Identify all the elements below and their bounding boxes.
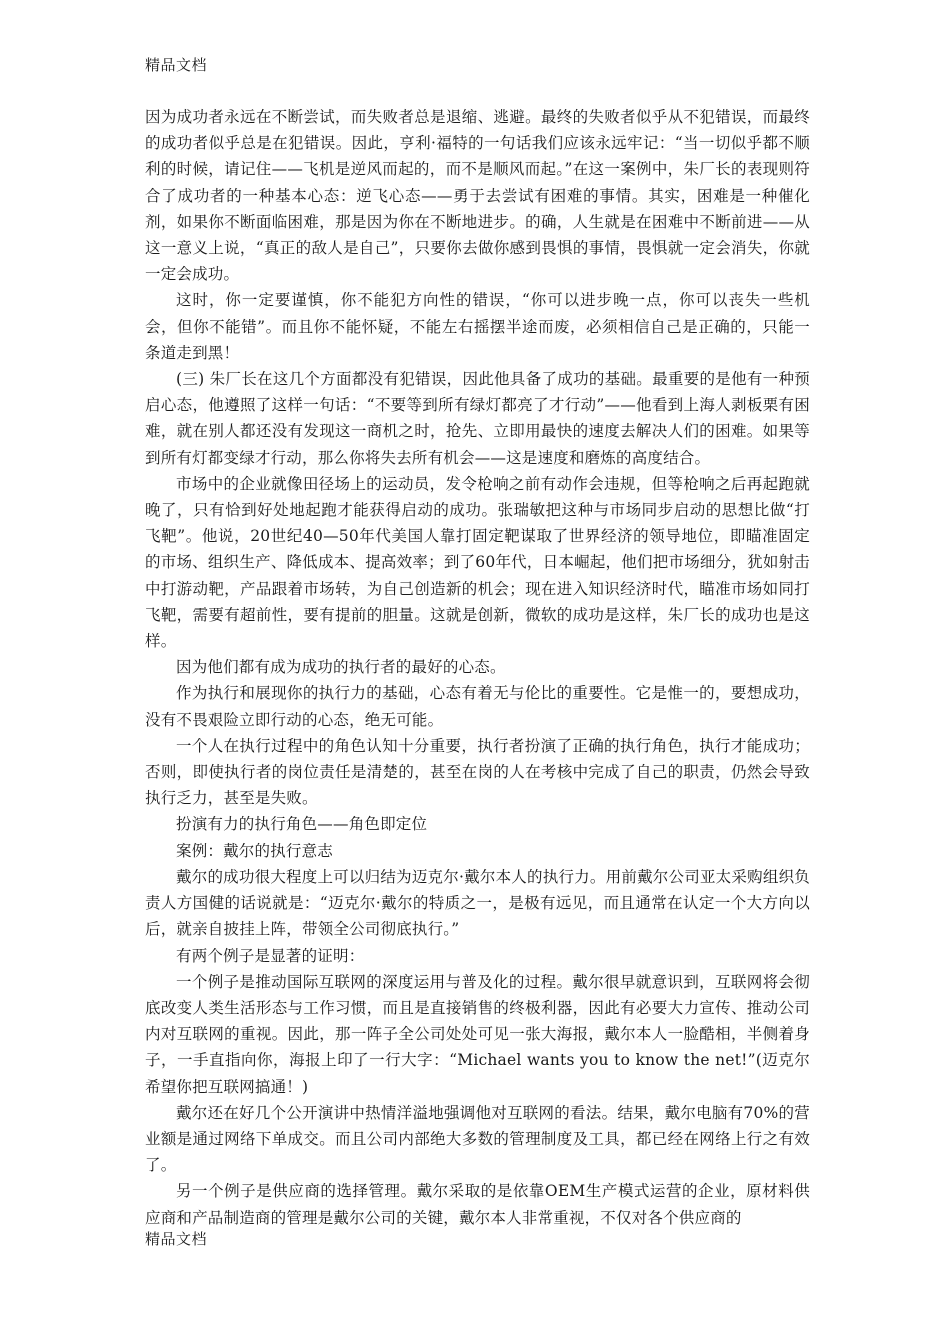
paragraph: 市场中的企业就像田径场上的运动员，发令枪响之前有动作会违规，但等枪响之后再起跑就晚了，只有恰到好处地起跑才能获得启动的成功。张瑞敏把这种与市场同步启动的思想比做“打飞靶”。他说，20世纪40—50年代美国人靠打固定靶谋取了世界经济的领导地位，即瞄准固定的市场、组织生产、降低成本、提高效率；到了60年代，日本崛起，他们把市场细分，犹如射击中打游动靶，产品跟着市场转，为自己创造新的机会；现在进入知识经济时代，瞄准市场如同打飞靶，需要有超前性，要有提前的胆量。这就是创新，微软的成功是这样，朱厂长的成功也是这样。 — [145, 474, 810, 651]
paragraph: 作为执行和展现你的执行力的基础，心态有着无与伦比的重要性。它是惟一的，要想成功，没有不畏艰险立即行动的心态，绝无可能。 — [145, 684, 810, 729]
paragraph: 因为成功者永远在不断尝试，而失败者总是退缩、逃避。最终的失败者似乎从不犯错误，而最终的成功者似乎总是在犯错误。因此，亨利·福特的一句话我们应该永远牢记：“当一切似乎都不顺利的时候，请记住——飞机是逆风而起的，而不是顺风而起。”在这一案例中，朱厂长的表现则符合了成功者的一种基本心态：逆飞心态——勇于去尝试有困难的事情。其实，困难是一种催化剂，如果你不断面临困难，那是因为你在不断地进步。的确，人生就是在困难中不断前进——从这一意义上说，“真正的敌人是自己”，只要你去做你感到畏惧的事情，畏惧就一定会消失，你就一定会成功。 — [145, 108, 810, 284]
page-footer: 精品文档 — [145, 1230, 208, 1248]
paragraph: 一个例子是推动国际互联网的深度运用与普及化的过程。戴尔很早就意识到，互联网将会彻底改变人类生活形态与工作习惯，而且是直接销售的终极利器，因此有必要大力宣传、推动公司内对互联网的重视。因此，那一阵子全公司处处可见一张大海报，戴尔本人一脸酷相，半侧着身子，一手直指向你，海报上印了一行大字：“Michael wants you to know the net!”(迈克尔希望你把互联网搞通！) — [145, 972, 810, 1096]
paragraph: 戴尔的成功很大程度上可以归结为迈克尔·戴尔本人的执行力。用前戴尔公司亚太采购组织负责人方国健的话说就是：“迈克尔·戴尔的特质之一，是极有远见，而且通常在认定一个大方向以后，就亲自披挂上阵，带领全公司彻底执行。” — [145, 867, 810, 939]
paragraph: 这时，你一定要谨慎，你不能犯方向性的错误，“你可以进步晚一点，你可以丧失一些机会，但你不能错”。而且你不能怀疑，不能左右摇摆半途而废，必须相信自己是正确的，只能一条道走到黑！ — [145, 291, 810, 362]
paragraph: 戴尔还在好几个公开演讲中热情洋溢地强调他对互联网的看法。结果，戴尔电脑有70%的营业额是通过网络下单成交。而且公司内部绝大多数的管理制度及工具，都已经在网络上行之有效了。 — [145, 1103, 810, 1175]
document-body — [145, 104, 810, 1231]
section-heading: 扮演有力的执行角色——角色即定位 — [176, 815, 428, 834]
case-heading: 案例：戴尔的执行意志 — [176, 841, 334, 860]
paragraph: 有两个例子是显著的证明： — [176, 946, 365, 965]
paragraph: 另一个例子是供应商的选择管理。戴尔采取的是依靠OEM生产模式运营的企业，原材料供应商和产品制造商的管理是戴尔公司的关键，戴尔本人非常重视，不仅对各个供应商的 — [145, 1182, 810, 1227]
paragraph: (三) 朱厂长在这几个方面都没有犯错误，因此他具备了成功的基础。最重要的是他有一种预启心态，他遵照了这样一句话：“不要等到所有绿灯都亮了才行动”——他看到上海人剥板栗有困难，就在别人都还没有发现这一商机之时，抢先、立即用最快的速度去解决人们的困难。如果等到所有灯都变绿才行动，那么你将失去所有机会——这是速度和磨炼的高度结合。 — [145, 370, 810, 467]
paragraph: 因为他们都有成为成功的执行者的最好的心态。 — [176, 658, 506, 677]
paragraph: 一个人在执行过程中的角色认知十分重要，执行者扮演了正确的执行角色，执行才能成功；否则，即使执行者的岗位责任是清楚的，甚至在岗的人在考核中完成了自己的职责，仍然会导致执行乏力，甚至是失败。 — [145, 736, 810, 808]
page-header: 精品文档 — [145, 56, 208, 74]
